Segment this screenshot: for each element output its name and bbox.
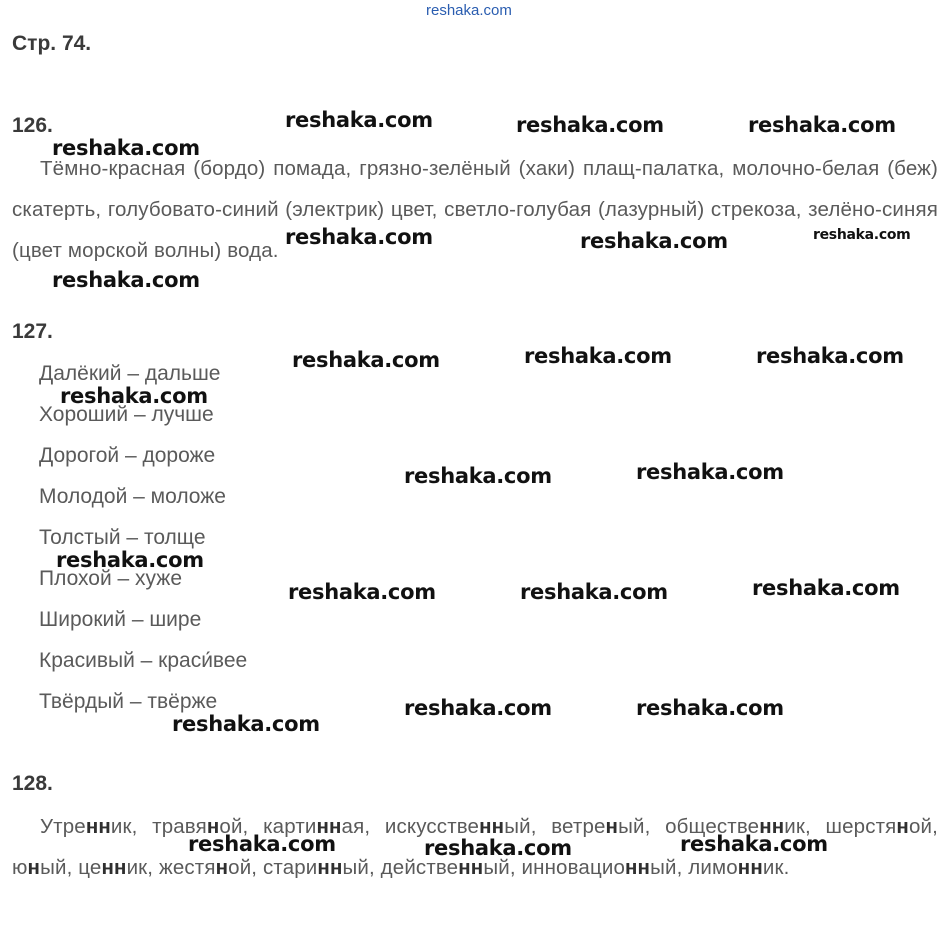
watermark: reshaka.com	[516, 113, 664, 137]
answer-word	[78, 856, 159, 879]
word-part: ый,	[40, 856, 79, 879]
word-pair: Молодой – моложе	[39, 485, 226, 508]
watermark: reshaka.com	[288, 580, 436, 604]
exercise-126-text	[12, 148, 938, 271]
highlighted-letters: н	[605, 815, 619, 838]
watermark: reshaka.com	[285, 225, 433, 249]
word-part: карти	[263, 815, 317, 838]
word-pair: Дорогой – дороже	[39, 444, 216, 467]
word-part: ая,	[341, 815, 385, 838]
highlighted-letters: н	[27, 856, 41, 879]
word-part: инновацио	[521, 856, 626, 879]
highlighted-letters: нн	[458, 856, 484, 879]
watermark: reshaka.com	[52, 136, 200, 160]
highlighted-letters: нн	[101, 856, 127, 879]
word-part: ый,	[650, 856, 689, 879]
word-part: лимо	[688, 856, 738, 879]
answer-word	[263, 856, 381, 879]
word-part: ик,	[110, 815, 153, 838]
watermark: reshaka.com	[292, 348, 440, 372]
watermark: reshaka.com	[404, 696, 552, 720]
answer-word	[551, 815, 665, 838]
watermark: reshaka.com	[172, 712, 320, 736]
site-link[interactable]: reshaka.com	[426, 2, 512, 19]
word-part: ветре	[551, 815, 606, 838]
watermark: reshaka.com	[285, 108, 433, 132]
word-part: ый,	[618, 815, 666, 838]
highlighted-letters: н	[206, 815, 220, 838]
watermark: reshaka.com	[424, 836, 572, 860]
word-pair: Далёкий – дальше	[39, 362, 221, 385]
word-part: шерстя	[825, 815, 897, 838]
watermark: reshaka.com	[748, 113, 896, 137]
watermark: reshaka.com	[756, 344, 904, 368]
word-part: действе	[380, 856, 459, 879]
watermark: reshaka.com	[60, 384, 208, 408]
word-part: Утре	[40, 815, 86, 838]
highlighted-letters: нн	[85, 815, 111, 838]
highlighted-letters: нн	[316, 815, 342, 838]
word-part: ый,	[342, 856, 381, 879]
word-pair: Толстый – толще	[39, 526, 206, 549]
answer-word	[826, 815, 938, 838]
answer-word	[159, 856, 263, 879]
exercise-127-number: 127.	[12, 320, 53, 343]
word-pair: Широкий – шире	[39, 608, 202, 631]
page-label: Стр. 74.	[12, 32, 92, 55]
watermark: reshaka.com	[56, 548, 204, 572]
word-part: ик,	[784, 815, 826, 838]
word-part: ый,	[504, 815, 552, 838]
word-pair: Хороший – лучше	[39, 403, 214, 426]
word-part: жестя	[158, 856, 216, 879]
word-part: ой,	[228, 856, 263, 879]
highlighted-letters: н	[896, 815, 909, 838]
watermark: reshaka.com	[636, 460, 784, 484]
watermark: reshaka.com	[680, 832, 828, 856]
watermark: reshaka.com	[636, 696, 784, 720]
highlighted-letters: нн	[759, 815, 785, 838]
watermark: reshaka.com	[580, 229, 728, 253]
answer-word	[12, 856, 78, 879]
watermark: reshaka.com	[752, 576, 900, 600]
word-part: ик,	[126, 856, 159, 879]
word-part: искусстве	[384, 815, 480, 838]
word-part: стари	[262, 856, 318, 879]
exercise-128-number: 128.	[12, 772, 53, 795]
highlighted-letters: н	[215, 856, 229, 879]
watermark: reshaka.com	[52, 268, 200, 292]
word-part: ой,	[219, 815, 264, 838]
highlighted-letters: нн	[625, 856, 651, 879]
watermark: reshaka.com	[813, 227, 911, 243]
answer-word	[688, 856, 789, 879]
word-part: ик.	[762, 856, 790, 879]
word-part: ой,	[908, 815, 938, 838]
word-part: ю	[12, 856, 28, 879]
word-pair: Твёрдый – твёрже	[39, 690, 218, 713]
word-part: це	[78, 856, 102, 879]
watermark: reshaka.com	[188, 832, 336, 856]
watermark: reshaka.com	[520, 580, 668, 604]
exercise-126-body: Тёмно-красная (бордо) помада, грязно-зелёный (хаки) плащ-палатка, молочно-белая (беж) скатерть, голубовато-синий (электрик) цвет, светло-голубая (лазурный) стрекоза, зелёно-синяя (цвет морской волны) вода.	[12, 157, 938, 262]
word-part: обществе	[665, 815, 760, 838]
word-pair: Плохой – хуже	[39, 567, 183, 590]
highlighted-letters: нн	[317, 856, 343, 879]
word-pair: Красивый – краси́вее	[39, 649, 248, 672]
highlighted-letters: нн	[737, 856, 763, 879]
watermark: reshaka.com	[524, 344, 672, 368]
watermark: reshaka.com	[404, 464, 552, 488]
word-part: травя	[152, 815, 207, 838]
answer-word	[385, 815, 551, 838]
highlighted-letters: нн	[479, 815, 505, 838]
exercise-126-number: 126.	[12, 114, 53, 137]
exercise-127-list	[39, 353, 247, 722]
word-part: ый,	[483, 856, 522, 879]
answer-word	[40, 815, 152, 838]
